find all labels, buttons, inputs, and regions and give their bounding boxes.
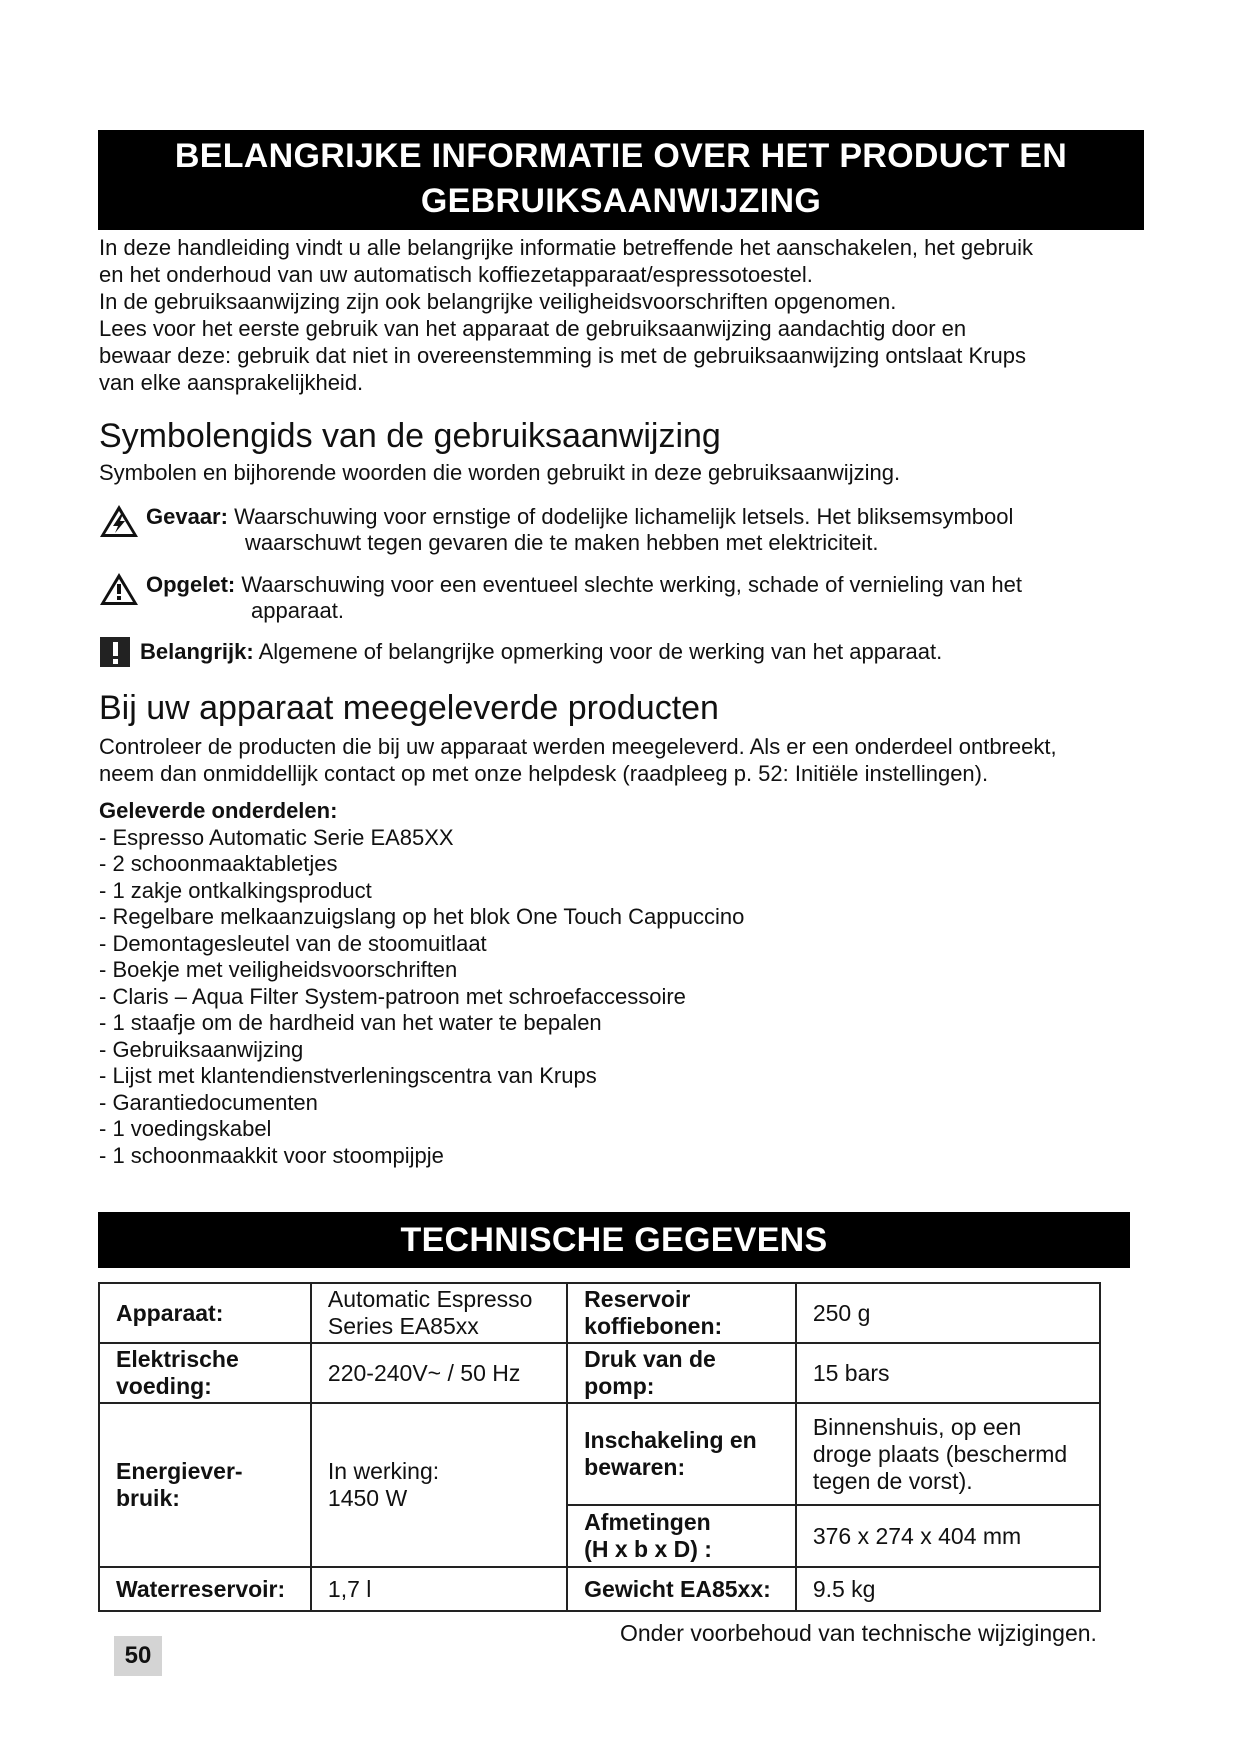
spec-value-line: 1450 W — [327, 1485, 408, 1511]
spec-label-line: Inschakeling en — [584, 1427, 757, 1453]
list-item: - Boekje met veiligheidsvoorschriften — [99, 957, 458, 982]
spec-value: 376 x 274 x 404 mm — [796, 1505, 1100, 1567]
intro-line: van elke aansprakelijkheid. — [99, 370, 364, 395]
spec-label-line: bruik: — [116, 1485, 180, 1511]
spec-label — [567, 1343, 796, 1403]
important-label: Belangrijk: — [140, 639, 254, 664]
disclaimer-note: Onder voorbehoud van technische wijzigingen. — [620, 1620, 1097, 1646]
spec-value — [311, 1283, 567, 1343]
intro-line: In de gebruiksaanwijzing zijn ook belangrijke veiligheidsvoorschriften opgenomen. — [99, 289, 897, 314]
intro-line: In deze handleiding vindt u alle belangrijke informatie betreffende het aanschakelen, het gebruik — [99, 235, 1034, 260]
list-item: - Espresso Automatic Serie EA85XX — [99, 824, 454, 850]
warning-triangle-icon — [99, 572, 139, 606]
spec-value: 250 g — [796, 1283, 1100, 1343]
banner-line-2: GEBRUIKSAANWIJZING — [420, 182, 822, 220]
table-row — [99, 1283, 1100, 1343]
list-item: - 2 schoonmaaktabletjes — [99, 851, 338, 876]
spec-label-line: Reservoir — [584, 1286, 691, 1312]
danger-text: Waarschuwing voor ernstige of dodelijke lichamelijk letsels. Het bliksemsymbool — [234, 504, 1014, 529]
section-banner-important-info — [98, 130, 1144, 230]
spec-label-line: Energiever- — [116, 1458, 243, 1484]
spec-value-line: Automatic Espresso — [327, 1286, 533, 1312]
spec-value-line: Series EA85xx — [327, 1313, 479, 1339]
spec-label-line: (H x b x D) : — [584, 1536, 712, 1562]
list-item: - 1 zakje ontkalkingsproduct — [99, 877, 372, 903]
supplied-list-heading: Geleverde onderdelen: — [99, 798, 338, 823]
table-row — [99, 1403, 1100, 1505]
symbols-heading: Symbolengids van de gebruiksaanwijzing — [99, 417, 721, 455]
spec-value — [311, 1403, 567, 1567]
intro-line: Lees voor het eerste gebruik van het apparaat de gebruiksaanwijzing aandachtig door en — [99, 316, 967, 341]
list-item: - Lijst met klantendienstverleningscentra van Krups — [99, 1063, 597, 1088]
section-banner-tech: TECHNISCHE GEGEVENS — [98, 1212, 1130, 1268]
list-item: - 1 staafje om de hardheid van het water te bepalen — [99, 1010, 602, 1035]
danger-text-2: waarschuwt tegen gevaren die te maken hebben met elektriciteit. — [245, 530, 879, 555]
table-row — [99, 1343, 1100, 1403]
spec-label: Waterreservoir: — [99, 1567, 311, 1611]
caution-label: Opgelet: — [146, 572, 236, 597]
spec-label-line: Elektrische — [116, 1346, 239, 1372]
spec-value-line: Binnenshuis, op een — [812, 1413, 1022, 1440]
spec-label-line: voeding: — [116, 1373, 212, 1399]
intro-line: bewaar deze: gebruik dat niet in overeenstemming is met de gebruiksaanwijzing ontslaat Krups — [99, 343, 1026, 368]
spec-label — [567, 1403, 796, 1505]
important-text: Algemene of belangrijke opmerking voor de werking van het apparaat. — [258, 639, 943, 664]
spec-label-line: Afmetingen — [584, 1509, 711, 1535]
spec-label-line: bewaren: — [584, 1454, 686, 1480]
spec-value: 1,7 l — [311, 1567, 567, 1611]
caution-text-2: apparaat. — [251, 598, 344, 623]
list-item: - Gebruiksaanwijzing — [99, 1036, 304, 1062]
spec-label-line: koffiebonen: — [584, 1313, 723, 1339]
spec-label — [567, 1505, 796, 1567]
list-item: - 1 voedingskabel — [99, 1116, 272, 1141]
list-item: - 1 schoonmaakkit voor stoompijpje — [99, 1142, 444, 1168]
spec-label — [567, 1283, 796, 1343]
banner-line-1: BELANGRIJKE INFORMATIE OVER HET PRODUCT EN — [174, 137, 1068, 175]
caution-text: Waarschuwing voor een eventueel slechte werking, schade of vernieling van het — [241, 572, 1022, 597]
exclamation-box-icon — [99, 636, 131, 668]
intro-line: en het onderhoud van uw automatisch koffiezetapparaat/espressotoestel. — [99, 262, 813, 287]
spec-label — [99, 1403, 311, 1567]
lightning-warning-icon — [99, 504, 139, 538]
spec-value: 15 bars — [796, 1343, 1100, 1403]
supplied-intro-line: neem dan onmiddellijk contact op met onze helpdesk (raadpleeg p. 52: Initiële instellingen). — [99, 761, 989, 786]
page-number: 50 — [114, 1636, 162, 1676]
spec-label-line: Druk van de — [584, 1346, 716, 1372]
spec-value — [796, 1403, 1100, 1505]
danger-label: Gevaar: — [146, 504, 228, 529]
list-item: - Claris – Aqua Filter System-patroon met schroefaccessoire — [99, 983, 686, 1009]
symbols-subtitle: Symbolen en bijhorende woorden die worden gebruikt in deze gebruiksaanwijzing. — [99, 460, 901, 485]
intro-text — [99, 234, 1033, 396]
supplied-heading: Bij uw apparaat meegeleverde producten — [99, 689, 719, 727]
list-item: - Garantiedocumenten — [99, 1089, 318, 1115]
spec-label: Gewicht EA85xx: — [567, 1567, 796, 1611]
tech-specs-table — [98, 1282, 1101, 1612]
spec-value: 220-240V~ / 50 Hz — [311, 1343, 567, 1403]
table-row — [99, 1567, 1100, 1611]
spec-label-line: pomp: — [584, 1373, 655, 1399]
spec-label — [99, 1343, 311, 1403]
spec-value-line: droge plaats (beschermd — [812, 1440, 1068, 1467]
spec-value: 9.5 kg — [796, 1567, 1100, 1611]
supplied-intro — [99, 733, 1057, 787]
supplied-list — [99, 798, 744, 1169]
supplied-intro-line: Controleer de producten die bij uw apparaat werden meegeleverd. Als er een onderdeel ontbreekt, — [99, 734, 1057, 759]
spec-label: Apparaat: — [99, 1283, 311, 1343]
list-item: - Demontagesleutel van de stoomuitlaat — [99, 930, 487, 956]
list-item: - Regelbare melkaanzuigslang op het blok One Touch Cappuccino — [99, 904, 745, 929]
spec-value-line: tegen de vorst). — [812, 1467, 973, 1494]
spec-value-line: In werking: — [327, 1458, 440, 1484]
